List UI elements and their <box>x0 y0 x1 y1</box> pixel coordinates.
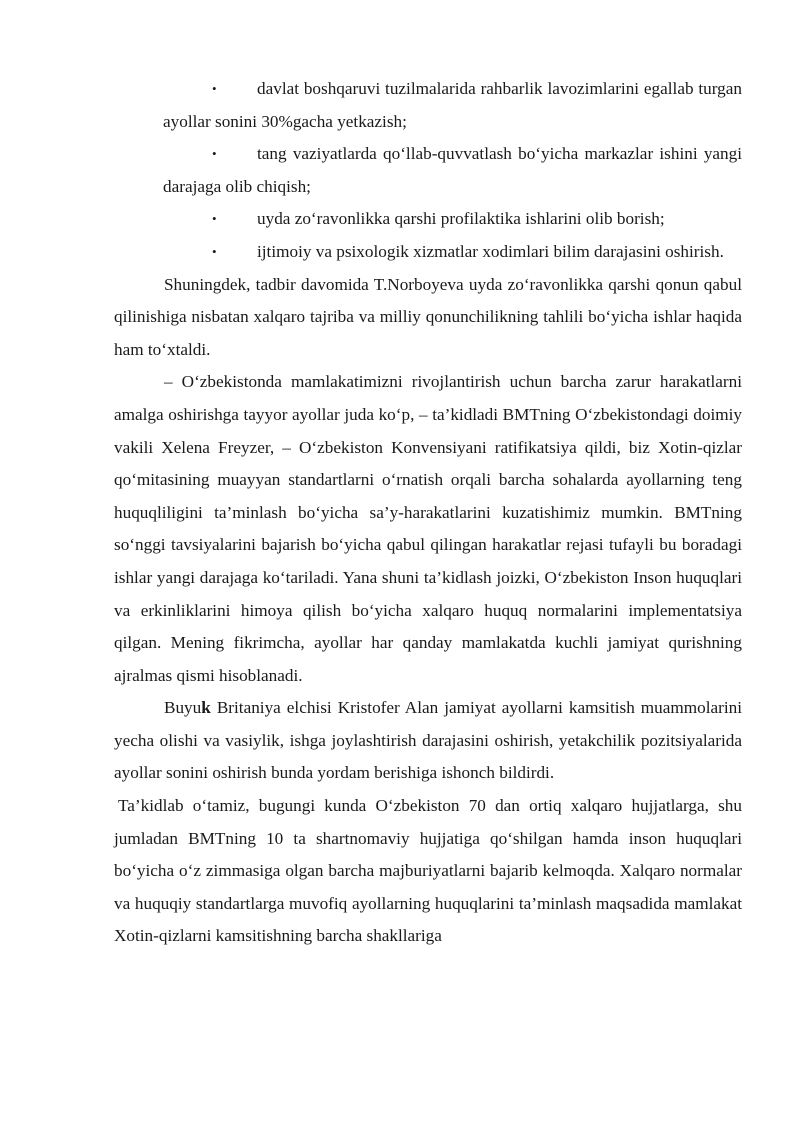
bullet-icon: • <box>212 146 217 162</box>
paragraph: – O‘zbekistonda mamlakatimizni rivojlantirish uchun barcha zarur harakatlarni amalga oshirishga tayyor ayollar juda ko‘p, – ta’kidladi BMTning O‘zbekistondagi doimiy vakili Xelena Freyzer, – O‘zbekiston Konvensiyani ratifikatsiya qildi, biz Xotin-qizlar qo‘mitasining muayyan standartlarni o‘rnatish orqali barcha sohalarda ayollarning teng huquqliligini ta’minlash bo‘yicha sa’y-harakatlarini kuzatishimiz mumkin. BMTning so‘nggi tavsiyalarini bajarish bo‘yicha qabul qilingan harakatlar rejasi tufayli bu boradagi ishlar yangi darajaga ko‘tariladi. Yana shuni ta’kidlash joizki, O‘zbekiston Inson huquqlari va erkinliklarini himoya qilish bo‘yicha xalqaro huquq normalarini implementatsiya qilgan. Mening fikrimcha, ayollar har qanday mamlakatda kuchli jamiyat qurishning ajralmas qismi hisoblanadi. <box>114 372 742 685</box>
bullet-icon: • <box>212 211 217 227</box>
list-item: • ijtimoiy va psixologik xizmatlar xodimlari bilim darajasini oshirish. <box>114 236 742 269</box>
bullet-icon: • <box>212 243 217 259</box>
list-item: • davlat boshqaruvi tuzilmalarida rahbarlik lavozimlarini egallab turgan ayollar sonini 30%gacha yetkazish; <box>114 73 742 138</box>
document-body <box>114 73 742 953</box>
paragraph: Ta’kidlab o‘tamiz, bugungi kunda O‘zbekiston 70 dan ortiq xalqaro hujjatlarga, shu jumladan BMTning 10 ta shartnomaviy hujjatiga qo‘shilgan hamda inson huquqlari bo‘yicha o‘z zimmasiga olgan barcha majburiyatlarni bajarib kelmoqda. Xalqaro normalar va huquqiy standartlarga muvofiq ayollarning huquqlarini ta’minlash maqsadida mamlakat Xotin-qizlarni kamsitishning barcha shakllariga <box>114 796 742 946</box>
bullet-icon: • <box>212 81 217 96</box>
paragraph: Shuningdek, tadbir davomida T.Norboyeva uyda zo‘ravonlikka qarshi qonun qabul qilinishiga nisbatan xalqaro tajriba va milliy qonunchilikning tahlili bo‘yicha ishlar haqida ham to‘xtaldi. <box>114 274 742 359</box>
paragraph: Buyuk Britaniya elchisi Kristofer Alan jamiyat ayollarni kamsitish muammolarini yecha olishi va vasiylik, ishga joylashtirish darajasini oshirish, yetakchilik pozitsiyalarida ayollar sonini oshirish bunda yordam berishiga ishonch bildirdi. <box>114 698 742 783</box>
list-item: • uyda zo‘ravonlikka qarshi profilaktika ishlarini olib borish; <box>114 203 742 236</box>
list-item: • tang vaziyatlarda qo‘llab-quvvatlash bo‘yicha markazlar ishini yangi darajaga olib chiqish; <box>114 138 742 203</box>
